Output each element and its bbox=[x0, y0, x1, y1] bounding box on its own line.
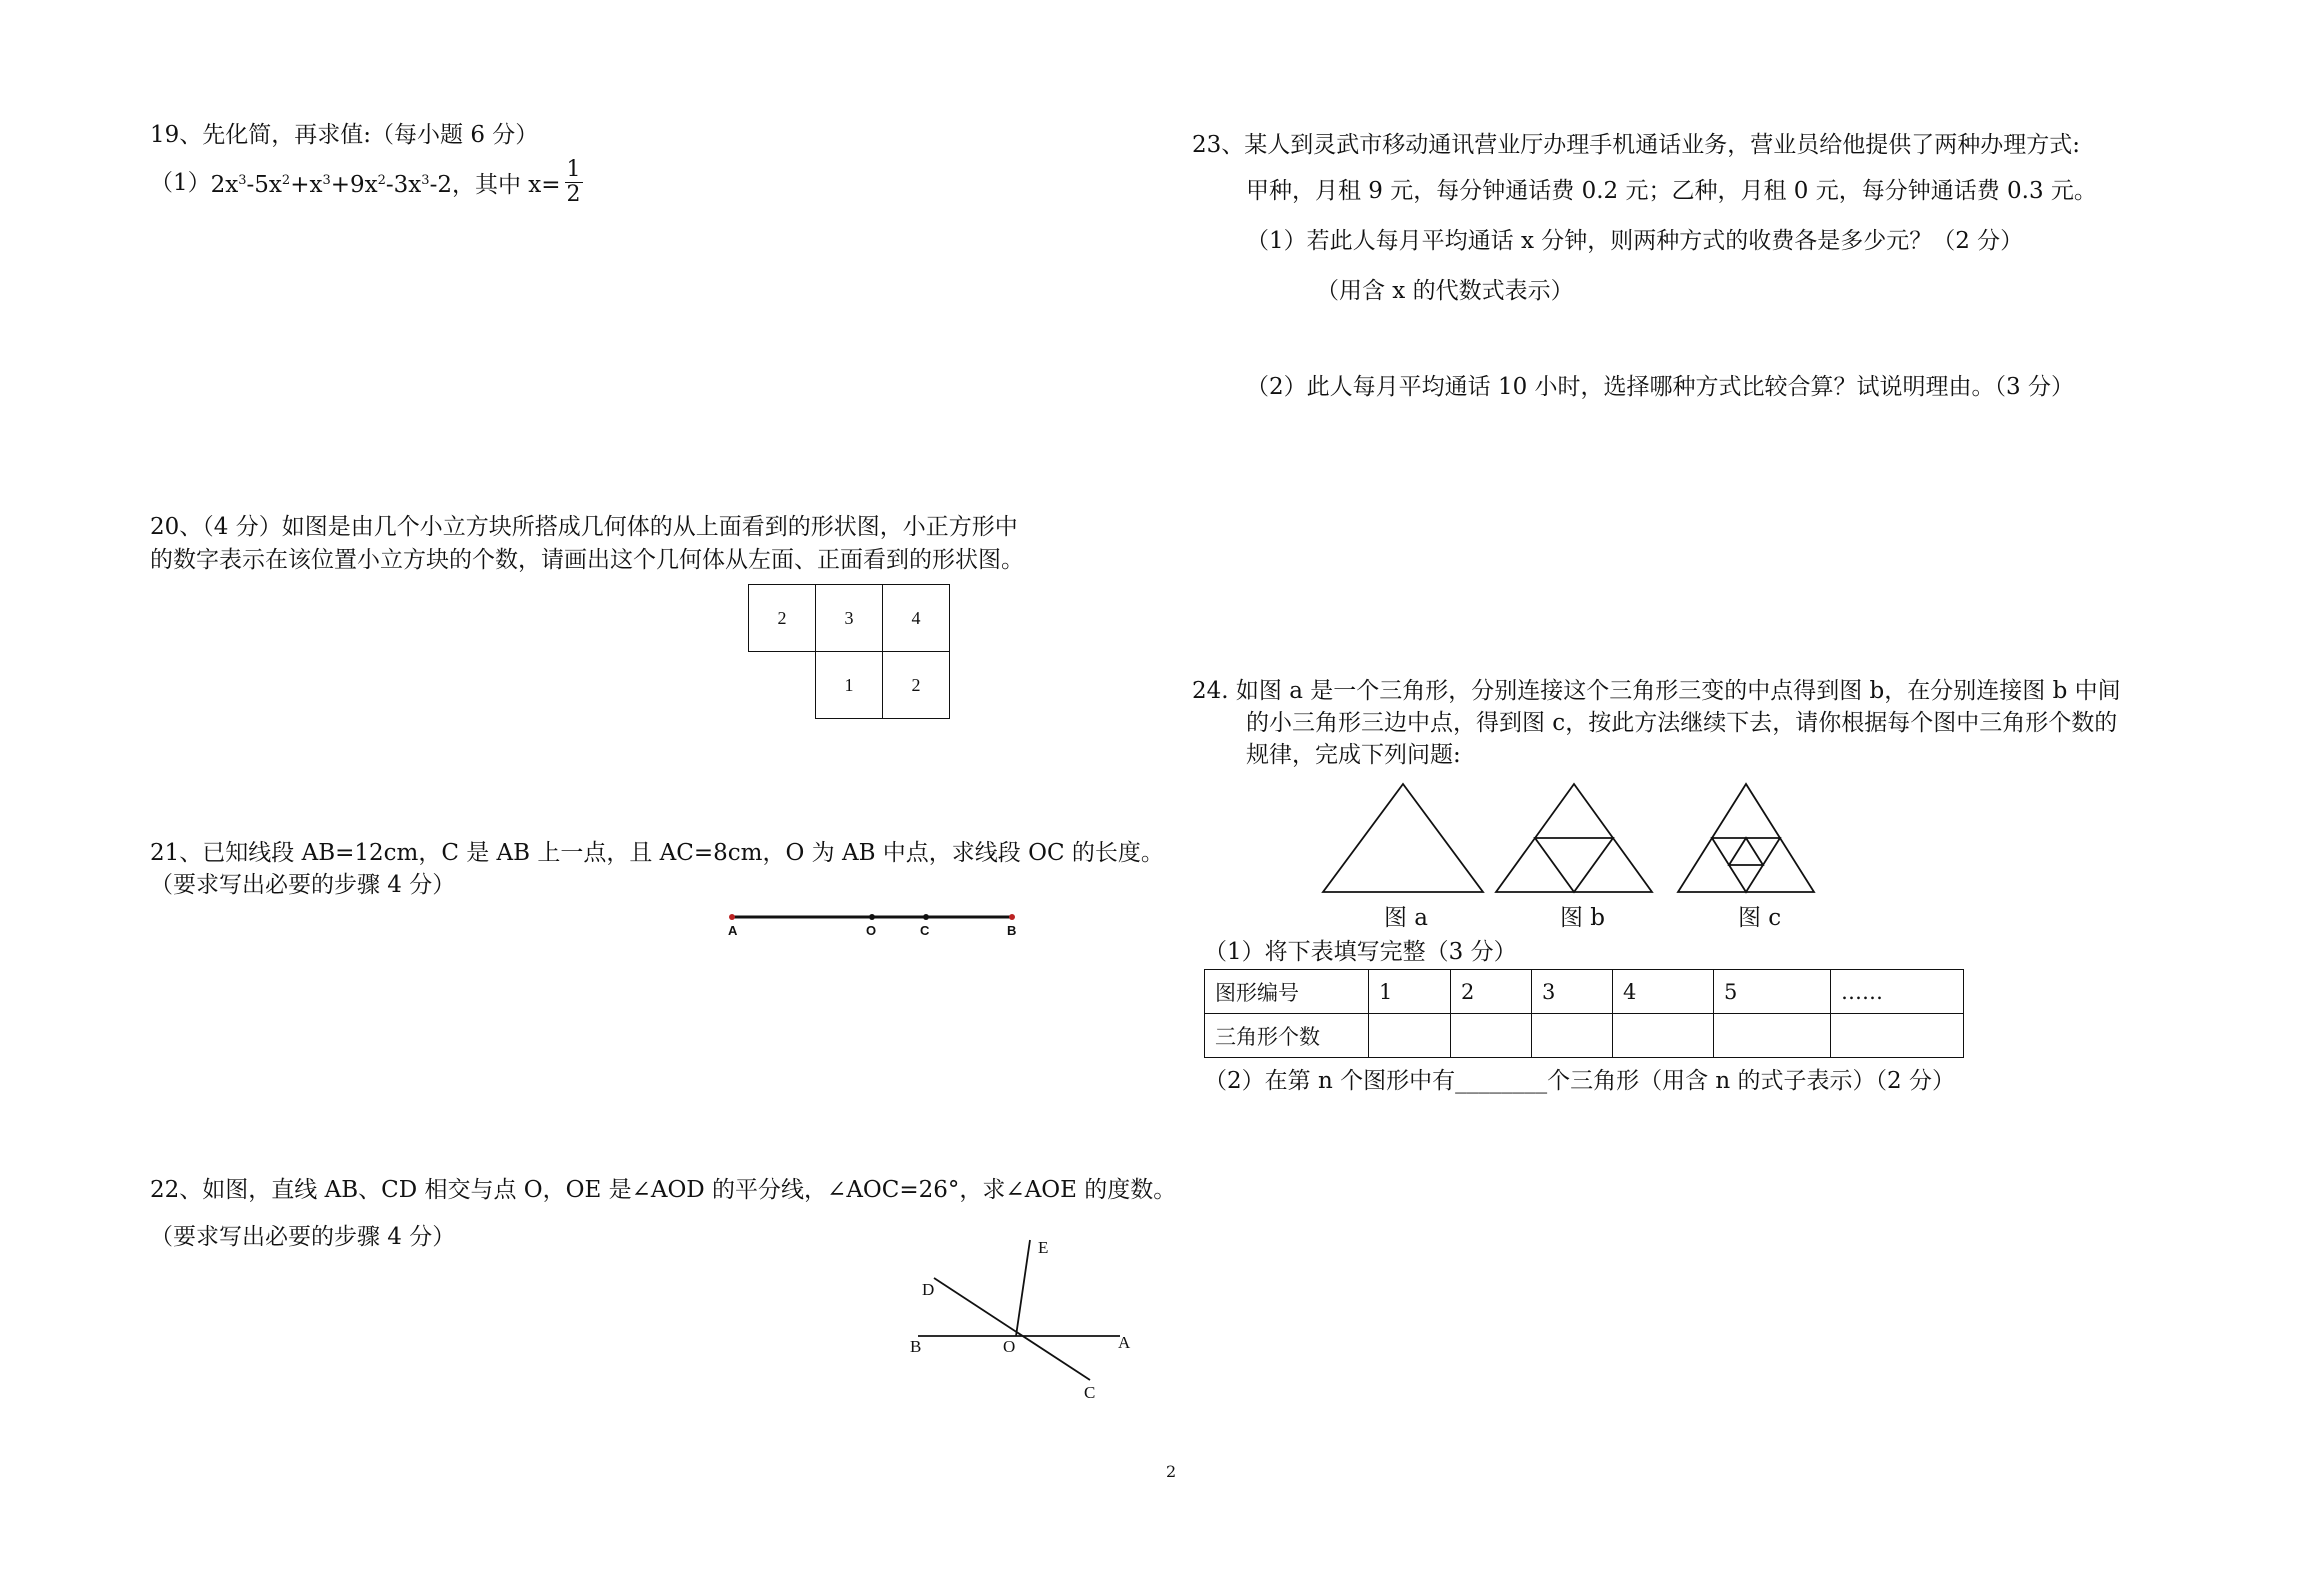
table-row-label: 三角形个数 bbox=[1205, 1014, 1369, 1058]
triangle-fig-b bbox=[1496, 784, 1652, 892]
q21-line2: （要求写出必要的步骤 4 分） bbox=[150, 872, 456, 898]
grid-cell: 1 bbox=[815, 651, 883, 719]
grid-cell: 2 bbox=[882, 651, 950, 719]
label-e: E bbox=[1038, 1238, 1049, 1257]
q24-part1: （1）将下表填写完整（3 分） bbox=[1204, 939, 1517, 965]
label-d: D bbox=[922, 1280, 935, 1299]
grid-cell: 4 bbox=[882, 584, 950, 652]
triangle-fig-c bbox=[1678, 784, 1814, 892]
q19-expr: $2x^3-5x^2+x^3+9x^2-3x^3-2$，其中 x= bbox=[210, 171, 561, 198]
q24-line1: 24. 如图 a 是一个三角形，分别连接这个三角形三变的中点得到图 b，在分别连接图 b 中间 bbox=[1192, 678, 2121, 704]
q23-part2: （2）此人每月平均通话 10 小时，选择哪种方式比较合算？试说明理由。（3 分） bbox=[1246, 374, 2074, 400]
label-o: O bbox=[1003, 1337, 1016, 1356]
q23-line1: 23、某人到灵武市移动通讯营业厅办理手机通话业务，营业员给他提供了两种办理方式: bbox=[1192, 132, 2081, 158]
fig-label-a: 图 a bbox=[1384, 905, 1429, 931]
table-answer-cell bbox=[1831, 1014, 1964, 1058]
table-answer-cell bbox=[1714, 1014, 1831, 1058]
q24-line3: 规律，完成下列问题: bbox=[1246, 742, 1461, 768]
point-label-o: O bbox=[866, 923, 877, 938]
table-header-cell: 4 bbox=[1613, 970, 1714, 1014]
grid-cell: 3 bbox=[815, 584, 883, 652]
q24-triangle-figures bbox=[1318, 780, 1848, 895]
point-label-a: A bbox=[728, 923, 738, 938]
q23-part1: （1）若此人每月平均通话 x 分钟，则两种方式的收费各是多少元？（2 分） bbox=[1246, 228, 2024, 254]
q20-line1: 20、（4 分）如图是由几个小立方块所搭成几何体的从上面看到的形状图，小正方形中 bbox=[150, 514, 1018, 540]
q23-line2: 甲种，月租 9 元，每分钟通话费 0.2 元；乙种，月租 0 元，每分钟通话费 0.3 元。 bbox=[1246, 178, 2097, 204]
table-header-cell: …… bbox=[1831, 970, 1964, 1014]
q22-line2: （要求写出必要的步骤 4 分） bbox=[150, 1224, 456, 1250]
table-header-cell: 5 bbox=[1714, 970, 1831, 1014]
line-cd bbox=[934, 1278, 1090, 1380]
label-b: B bbox=[910, 1337, 922, 1356]
label-a: A bbox=[1118, 1333, 1131, 1352]
q19-title: 19、先化简，再求值:（每小题 6 分） bbox=[150, 122, 539, 148]
q21-line1: 21、已知线段 AB=12cm，C 是 AB 上一点，且 AC=8cm，O 为 AB 中点，求线段 OC 的长度。 bbox=[150, 840, 1164, 866]
table-answer-cell bbox=[1369, 1014, 1451, 1058]
table-row bbox=[1205, 1014, 1964, 1058]
table-row bbox=[1205, 970, 1964, 1014]
triangle-fig-a bbox=[1323, 784, 1483, 892]
q24-table bbox=[1204, 969, 1964, 1058]
fraction-numerator: 1 bbox=[566, 157, 581, 182]
grid-cell: 2 bbox=[748, 584, 816, 652]
table-header-cell: 1 bbox=[1369, 970, 1451, 1014]
point-b-dot bbox=[1009, 914, 1015, 920]
point-label-b: B bbox=[1007, 923, 1017, 938]
q20-line2: 的数字表示在该位置小立方块的个数，请画出这个几何体从左面、正面看到的形状图。 bbox=[150, 547, 1024, 573]
q19-fraction bbox=[565, 158, 583, 207]
q19-part1-expression bbox=[150, 158, 583, 207]
ray-oe bbox=[1016, 1240, 1030, 1336]
fraction-denominator: 2 bbox=[566, 182, 581, 207]
point-o-dot bbox=[869, 914, 875, 920]
table-answer-cell bbox=[1613, 1014, 1714, 1058]
q19-part1-prefix: （1） bbox=[150, 169, 211, 196]
point-c-dot bbox=[923, 914, 929, 920]
table-answer-cell bbox=[1451, 1014, 1532, 1058]
table-header-cell: 图形编号 bbox=[1205, 970, 1369, 1014]
point-label-c: C bbox=[920, 923, 930, 938]
point-a-dot bbox=[729, 914, 735, 920]
label-c: C bbox=[1084, 1383, 1096, 1402]
q24-line2: 的小三角形三边中点，得到图 c，按此方法继续下去，请你根据每个图中三角形个数的 bbox=[1246, 710, 2118, 736]
fig-label-b: 图 b bbox=[1560, 905, 1606, 931]
page-number: 2 bbox=[1166, 1462, 1177, 1481]
table-answer-cell bbox=[1532, 1014, 1613, 1058]
q24-part2: （2）在第 n 个图形中有________个三角形（用含 n 的式子表示）（2 分） bbox=[1204, 1068, 1955, 1094]
fig-label-c: 图 c bbox=[1738, 905, 1782, 931]
q22-line1: 22、如图，直线 AB、CD 相交与点 O，OE 是∠AOD 的平分线，∠AOC=26°，求∠AOE 的度数。 bbox=[150, 1177, 1177, 1203]
table-header-cell: 2 bbox=[1451, 970, 1532, 1014]
table-header-cell: 3 bbox=[1532, 970, 1613, 1014]
q23-part1-note: （用含 x 的代数式表示） bbox=[1316, 278, 1574, 304]
q22-angle-diagram bbox=[900, 1230, 1140, 1420]
